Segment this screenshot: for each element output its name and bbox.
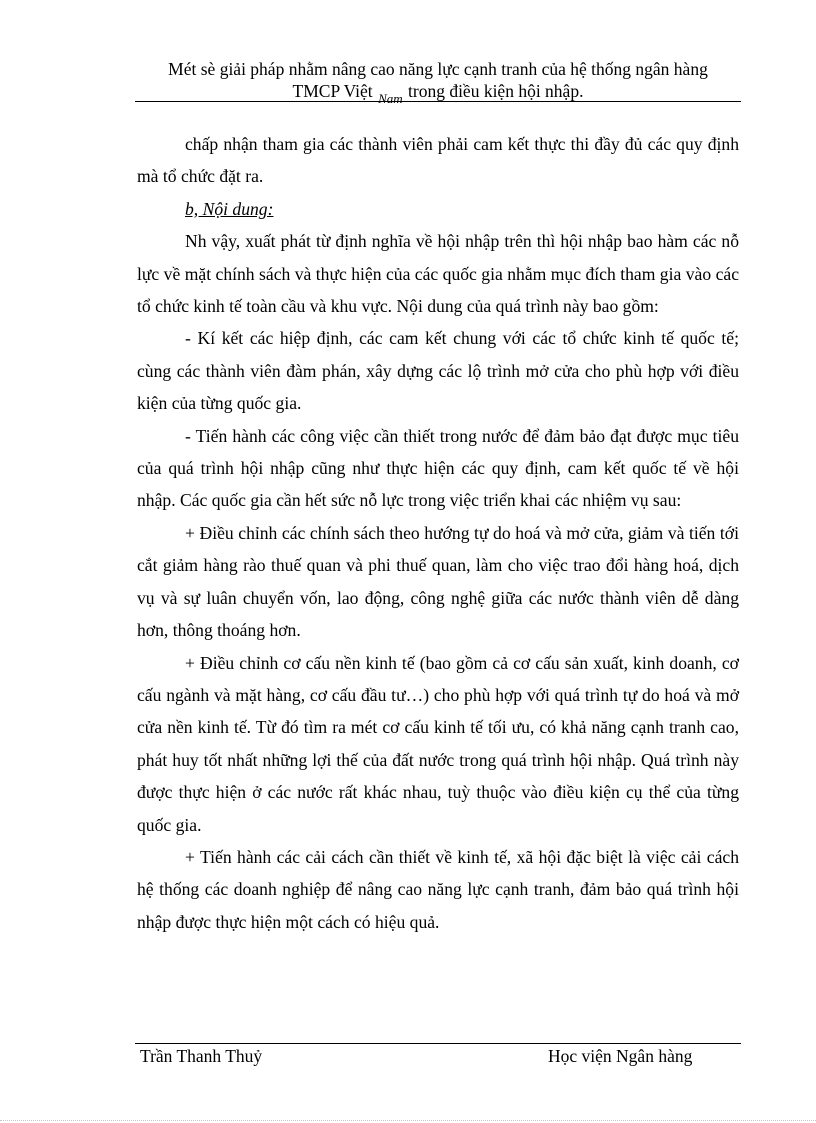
- page-header: [135, 58, 741, 104]
- paragraph-subitem-1: + Điều chỉnh các chính sách theo hướng tự do hoá và mở cửa, giảm và tiến tới cắt giảm hàng rào thuế quan và phi thuế quan, làm cho việc trao đổi hàng hoá, dịch vụ và sự luân chuyển vốn, lao động, công nghệ giữa các nước thành viên dễ dàng hơn, thông thoáng hơn.: [137, 522, 739, 641]
- header-divider: [135, 101, 741, 102]
- section-subheading: b, Nội dung:: [185, 198, 274, 219]
- paragraph-subitem-2: + Điều chỉnh cơ cấu nền kinh tế (bao gồm cả cơ cấu sản xuất, kinh doanh, cơ cấu ngành và mặt hàng, cơ cấu đầu tư…) cho phù hợp với quá trình tự do hoá và mở cửa nền kinh tế. Từ đó tìm ra mét cơ cấu kinh tế tối ưu, có khả năng cạnh tranh cao, phát huy tốt nhất những lợi thế của đất nước trong quá trình hội nhập. Quá trình này được thực hiện ở các nước rất khác nhau, tuỳ thuộc vào điều kiện cụ thể của từng quốc gia.: [137, 652, 739, 835]
- header-title-prefix: TMCP Việt: [292, 81, 373, 101]
- header-title-line-1: Mét sè giải pháp nhằm nâng cao năng lực cạnh tranh của hệ thống ngân hàng: [168, 59, 708, 79]
- header-title-suffix: trong điều kiện hội nhập.: [408, 81, 584, 101]
- paragraph-subitem-3: + Tiến hành các cải cách cần thiết về kinh tế, xã hội đặc biệt là việc cải cách hệ thống các doanh nghiệp để nâng cao năng lực cạnh tranh, đảm bảo quá trình hội nhập được thực hiện một cách có hiệu quả.: [137, 846, 739, 932]
- paragraph-item-2: - Tiến hành các công việc cần thiết trong nước để đảm bảo đạt được mục tiêu của quá trình hội nhập cũng như thực hiện các quy định, cam kết quốc tế về hội nhập. Các quốc gia cần hết sức nỗ lực trong việc triển khai các nhiệm vụ sau:: [137, 425, 739, 511]
- footer-author: Trần Thanh Thuỷ: [140, 1046, 263, 1066]
- header-handwritten-word: Nam: [378, 91, 403, 106]
- footer-institution: Học viện Ngân hàng: [548, 1046, 693, 1066]
- paragraph-intro: Nh vậy, xuất phát từ định nghĩa về hội nhập trên thì hội nhập bao hàm các nỗ lực về mặt chính sách và thực hiện của các quốc gia nhằm mục đích tham gia vào các tổ chức kinh tế toàn cầu và khu vực. Nội dung của quá trình này bao gồm:: [137, 231, 739, 317]
- paragraph-item-1: - Kí kết các hiệp định, các cam kết chung với các tổ chức kinh tế quốc tế; cùng các thành viên đàm phán, xây dựng các lộ trình mở cửa cho phù hợp với điều kiện của từng quốc gia.: [137, 328, 739, 414]
- document-body: [137, 128, 739, 938]
- footer-divider: [135, 1043, 741, 1044]
- page-bottom-edge: [0, 1120, 816, 1121]
- paragraph-continuation: chấp nhận tham gia các thành viên phải cam kết thực thi đầy đủ các quy định mà tổ chức đặt ra.: [137, 134, 739, 187]
